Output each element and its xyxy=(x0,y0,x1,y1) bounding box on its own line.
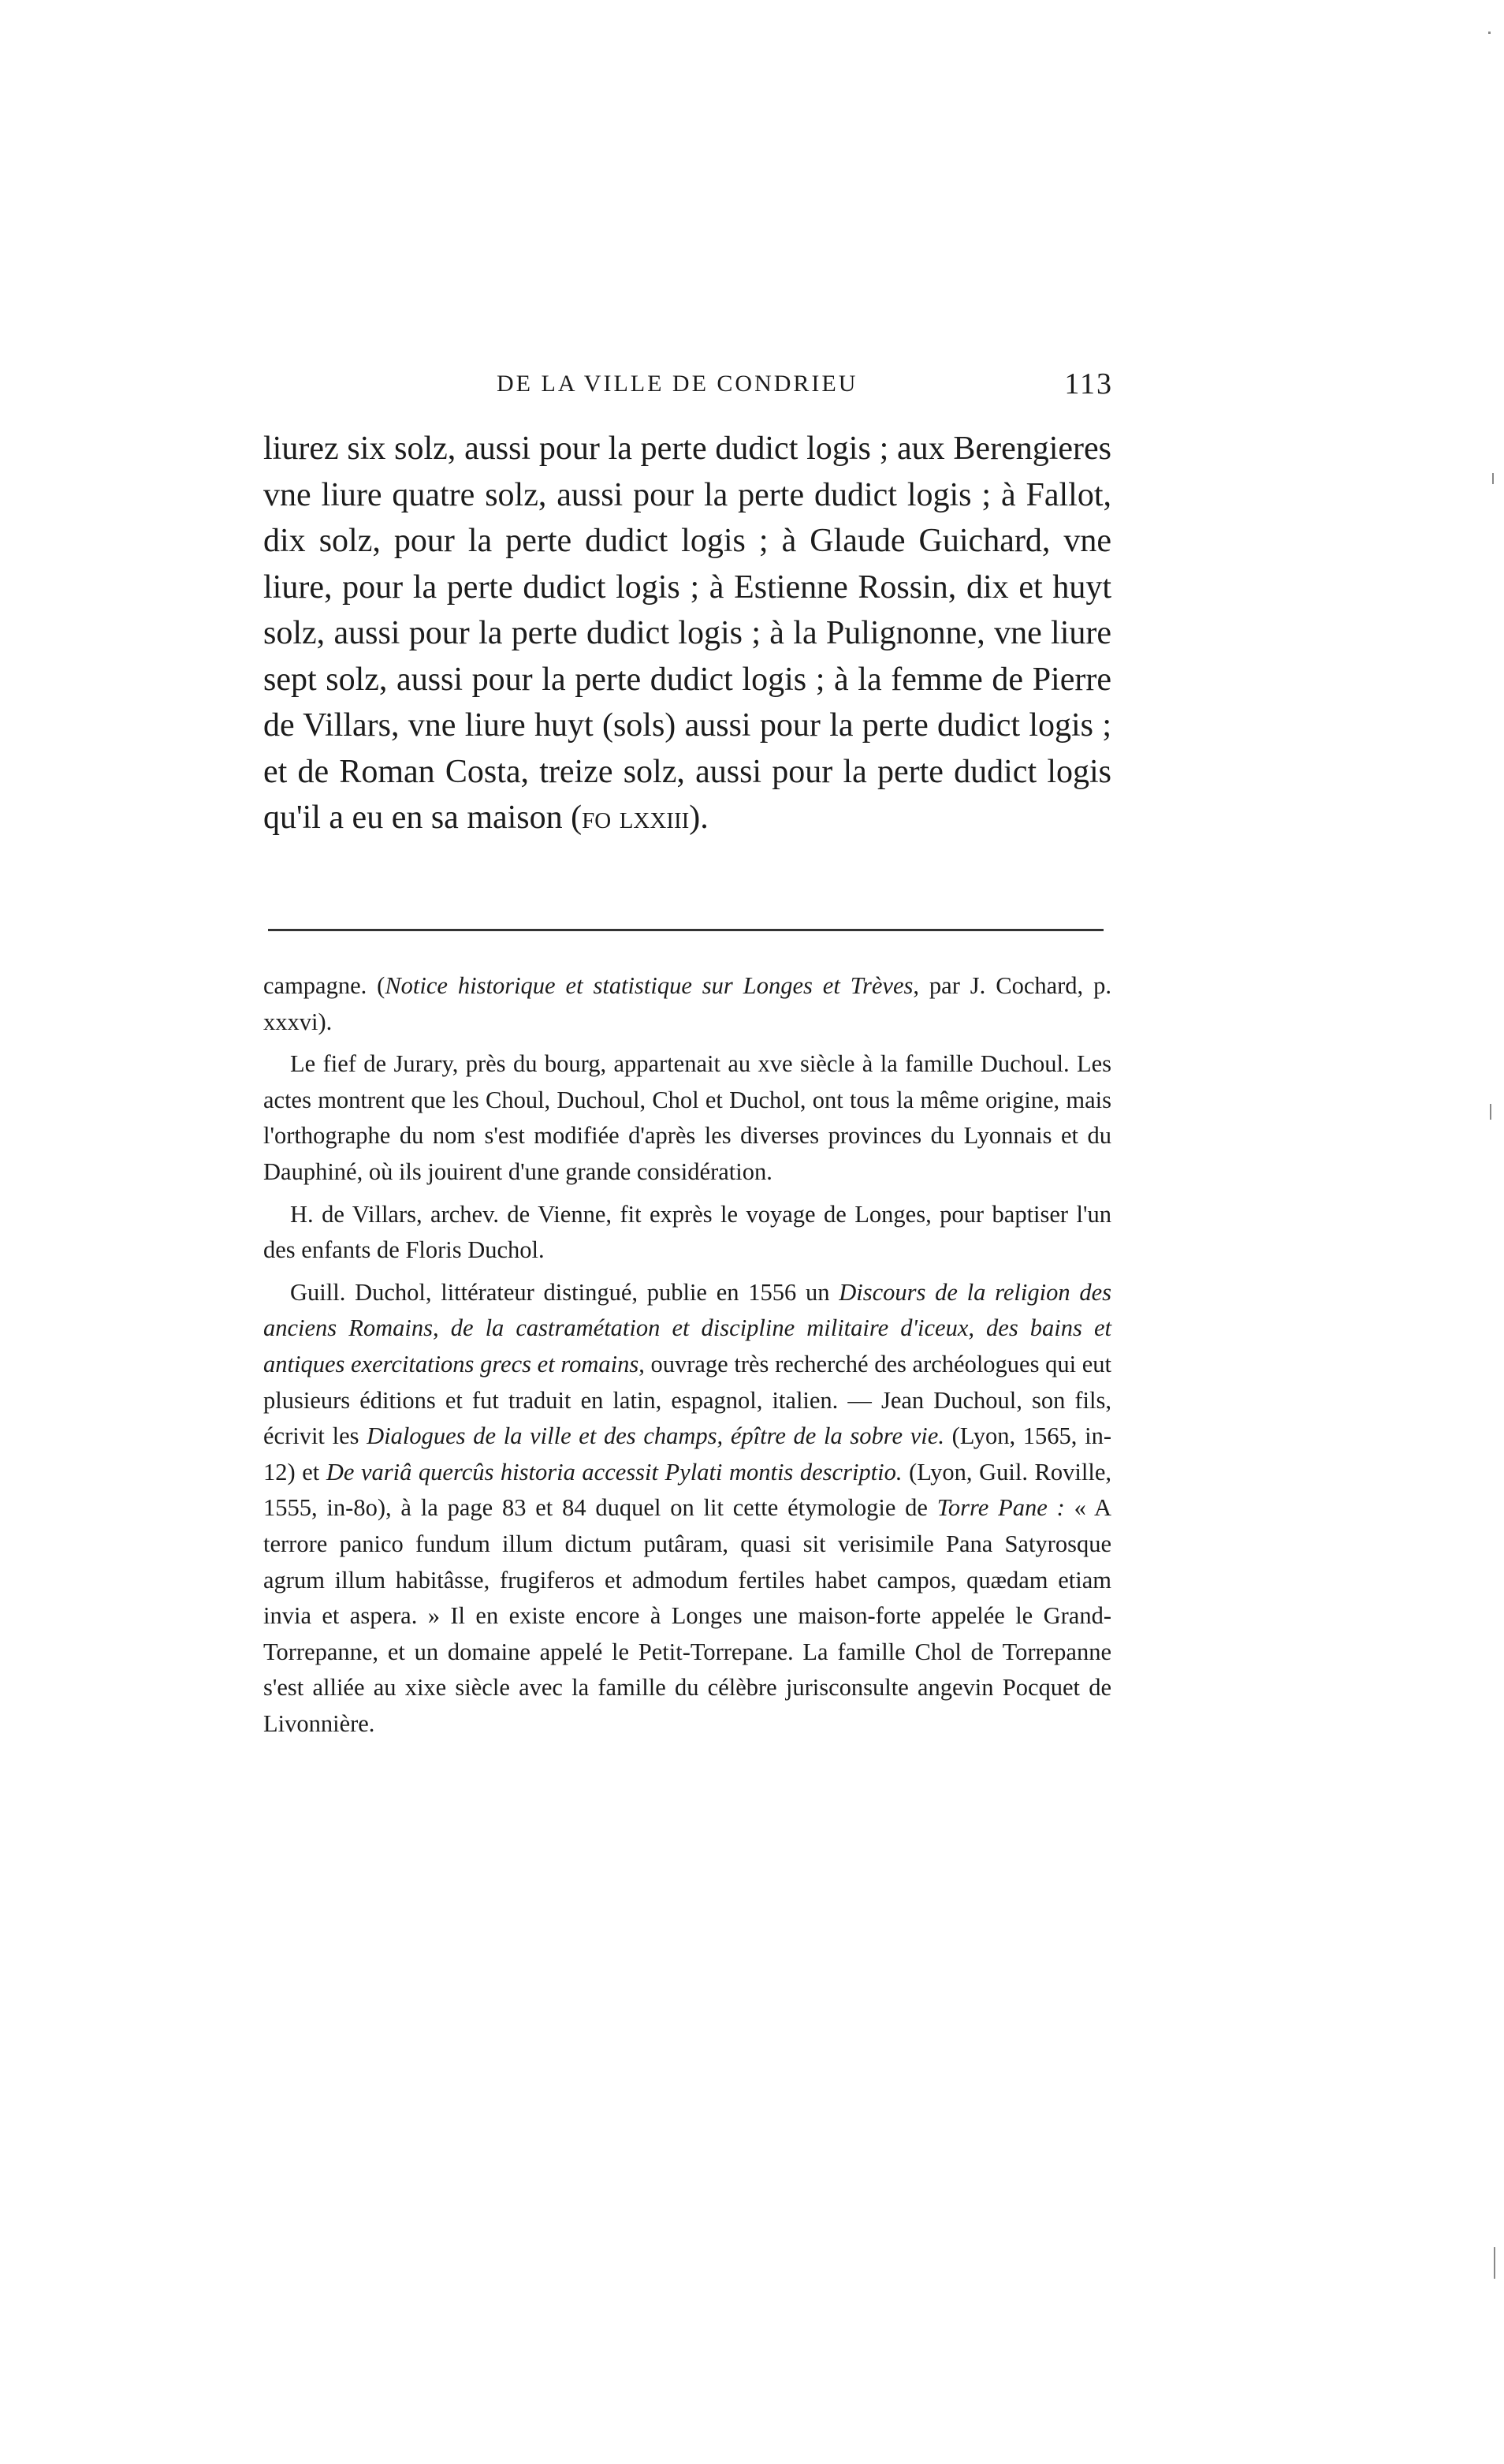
main-paragraph xyxy=(263,426,1111,841)
footnotes-block xyxy=(263,968,1111,1742)
scan-edge-mark xyxy=(1494,2247,1495,2279)
running-title: DE LA VILLE DE CONDRIEU xyxy=(497,371,858,397)
scan-edge-mark xyxy=(1488,32,1491,34)
footnote-paragraph xyxy=(263,1197,1111,1269)
footnote-book-title: De variâ quercûs historia accessit Pylati montis descriptio. xyxy=(326,1458,903,1485)
folio-reference: (fo lxxiii). xyxy=(571,800,709,836)
footnote-text: , par J. Cochard, p. xxxvi). xyxy=(263,972,1111,1035)
main-text-block xyxy=(263,426,1111,841)
footnote-text: « A terrore panico fundum illum dictum putâram, quasi sit verisimile Pana Satyrosque agrum illum habitâsse, frugiferos et admodum fertiles habet campos, quædam etiam invia et aspera. » Il en existe encore à Longes une maison-forte appelée le Grand-Torrepanne, et un domaine appelé le Petit-Torrepane. La famille Chol de Torrepanne s'est alliée au xixe siècle avec la famille du célèbre jurisconsulte angevin Pocquet de Livonnière. xyxy=(263,1494,1111,1737)
scan-edge-mark xyxy=(1492,473,1494,484)
footnote-paragraph xyxy=(263,1275,1111,1743)
footnote-text: campagne. ( xyxy=(263,972,385,999)
footnote-book-title: Notice historique et statistique sur Longes et Trèves xyxy=(385,972,914,999)
main-paragraph-text: liurez six solz, aussi pour la perte dudict logis ; aux Berengieres vne liure quatre solz, aussi pour la perte dudict logis ; à Fallot, dix solz, pour la perte dudict logis ; à Glaude Guichard, vne liure, pour la perte dudict logis ; à Estienne Rossin, dix et huyt solz, aussi pour la perte dudict logis ; à la Pulignonne, vne liure sept solz, aussi pour la perte dudict logis ; à la femme de Pierre de Villars, vne liure huyt (sols) aussi pour la perte dudict logis ; et de Roman Costa, treize solz, aussi pour la perte dudict logis qu'il a eu en sa maison xyxy=(263,431,1111,836)
footnote-book-title: Dialogues de la ville et des champs, épître de la sobre vie. xyxy=(367,1422,944,1450)
footnote-text: (Lyon, Guil. Roville, 1555, in-8o), à la page 83 et 84 duquel on lit cette étymologie de xyxy=(263,1458,1111,1522)
footnote-continuation xyxy=(263,968,1111,1040)
running-head xyxy=(260,364,1113,404)
footnote-text: Guill. Duchol, littérateur distingué, publie en 1556 un xyxy=(290,1278,839,1306)
footnote-text: H. de Villars, archev. de Vienne, fit exprès le voyage de Longes, pour baptiser l'un des enfants de Floris Duchol. xyxy=(263,1200,1111,1264)
footnote-text: (Lyon, 1565, in-12) et xyxy=(263,1422,1111,1485)
footnote-separator-rule xyxy=(268,929,1104,931)
footnote-book-title: Torre Pane : xyxy=(936,1494,1065,1522)
page-number: 113 xyxy=(1064,367,1113,401)
scan-edge-mark xyxy=(1490,1104,1491,1120)
footnote-text: , ouvrage très recherché des archéologues qui eut plusieurs éditions et fut traduit en latin, espagnol, italien. — Jean Duchoul, son fils, écrivit les xyxy=(263,1350,1112,1450)
footnote-paragraph xyxy=(263,1046,1111,1190)
footnote-book-title: Discours de la religion des anciens Romains, de la castramétation et discipline militaire d'iceux, des bains et antiques exercitations grecs et romains xyxy=(263,1278,1111,1377)
footnote-text: Le fief de Jurary, près du bourg, appartenait au xve siècle à la famille Duchoul. Les actes montrent que les Choul, Duchoul, Chol et Duchol, ont tous la même origine, mais l'orthographe du nom s'est modifiée d'après les diverses provinces du Lyonnais et du Dauphiné, où ils jouirent d'une grande considération. xyxy=(263,1050,1111,1185)
